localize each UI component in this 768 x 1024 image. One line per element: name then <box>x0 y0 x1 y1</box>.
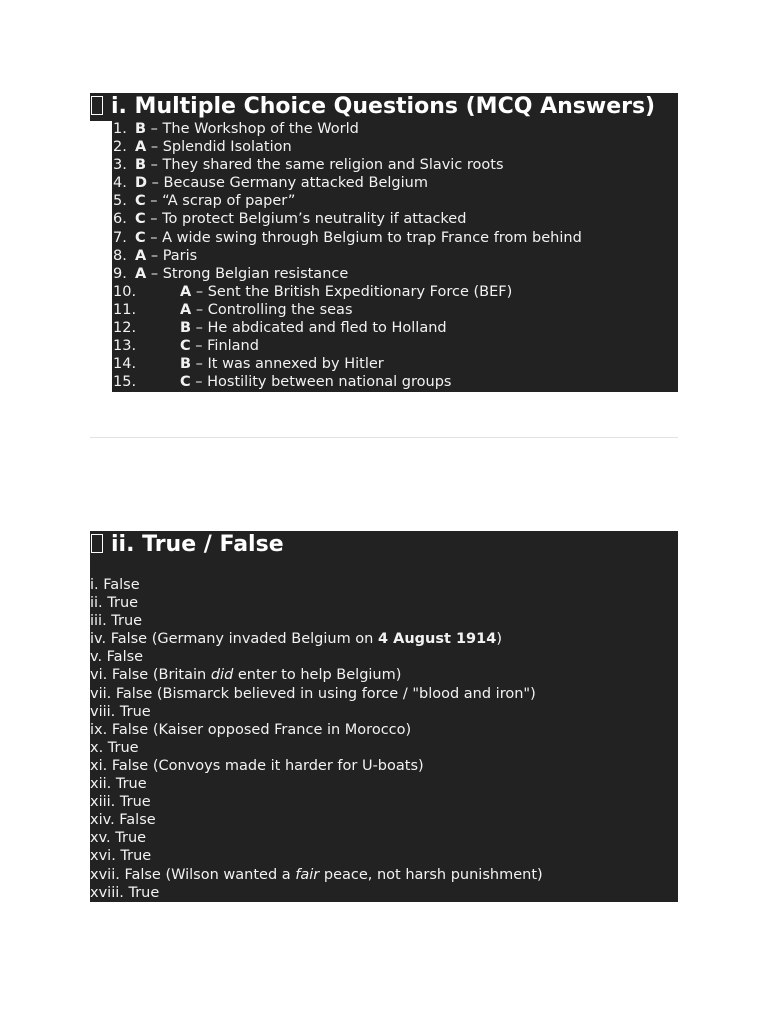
true-false-item <box>90 775 678 793</box>
mcq-item-text: – Hostility between national groups <box>190 374 452 391</box>
answer-text: xiii. True <box>90 794 151 811</box>
mcq-item-text: – The Workshop of the World <box>146 121 359 137</box>
true-false-item <box>90 703 678 721</box>
mcq-item-number: 1. <box>113 121 127 137</box>
mcq-item-number: 4. <box>113 175 127 192</box>
mcq-item-text: – Strong Belgian resistance <box>146 265 349 282</box>
true-false-item <box>90 648 678 666</box>
mcq-item <box>112 174 678 192</box>
italic-text: fair <box>295 866 320 883</box>
mcq-item-letter: B <box>180 356 192 373</box>
answer-text: iv. False (Germany invaded Belgium on <box>90 631 378 648</box>
mcq-item-number: 13. <box>113 338 137 355</box>
mcq-item <box>112 337 678 355</box>
answer-text: peace, not harsh punishment) <box>319 866 543 883</box>
mcq-item-text: – To protect Belgium’s neutrality if attacked <box>145 211 467 228</box>
mcq-item <box>112 265 678 283</box>
mcq-answer-list <box>112 120 678 392</box>
mcq-item-answer <box>135 229 582 247</box>
mcq-item-letter: A <box>135 247 147 264</box>
mcq-item-text: – Finland <box>190 338 259 355</box>
true-false-item <box>90 793 678 811</box>
mcq-item-number: 7. <box>113 229 127 246</box>
answer-text: iii. True <box>90 613 143 630</box>
mcq-item <box>112 301 678 319</box>
answer-text: xvi. True <box>90 848 152 865</box>
answer-text: vi. False (Britain <box>90 667 211 684</box>
section-divider <box>90 437 678 438</box>
italic-text: did <box>210 667 234 684</box>
mcq-item-letter: C <box>135 229 146 246</box>
mcq-item-answer <box>180 337 259 355</box>
bold-text: 4 August 1914 <box>377 631 497 648</box>
mcq-item-text: – He abdicated and fled to Holland <box>191 320 447 337</box>
mcq-item-answer <box>180 319 447 337</box>
true-false-item <box>90 847 678 865</box>
mcq-item-number: 5. <box>113 193 127 210</box>
mcq-item-number: 3. <box>113 157 127 174</box>
answer-text: i. False <box>90 577 140 593</box>
answer-text: viii. True <box>90 703 151 720</box>
mcq-item <box>112 319 678 337</box>
mcq-item-text: – A wide swing through Belgium to trap France from behind <box>145 229 582 246</box>
true-false-item <box>90 612 678 630</box>
answer-text: ii. True <box>90 595 139 612</box>
mcq-item-answer <box>180 301 353 319</box>
answer-text: xv. True <box>90 830 147 847</box>
answer-text: v. False <box>90 649 144 666</box>
mcq-item-letter: B <box>135 157 147 174</box>
true-false-item <box>90 884 678 902</box>
mcq-item-letter: A <box>180 301 192 318</box>
mcq-item-number: 8. <box>113 247 127 264</box>
mcq-item-text: – Controlling the seas <box>191 301 353 318</box>
mcq-item <box>112 138 678 156</box>
mcq-item-letter: C <box>180 374 191 391</box>
mcq-item-text: – Because Germany attacked Belgium <box>147 175 428 192</box>
mcq-item-letter: A <box>135 139 147 156</box>
mcq-item-answer <box>135 265 348 283</box>
missing-glyph-icon <box>91 534 103 553</box>
mcq-item <box>112 373 678 391</box>
answer-text: xiv. False <box>90 812 156 829</box>
true-false-item <box>90 811 678 829</box>
answer-text: xvii. False (Wilson wanted a <box>90 866 296 883</box>
mcq-item-letter: B <box>180 320 192 337</box>
answer-text: vii. False (Bismarck believed in using force / "blood and iron") <box>90 685 536 702</box>
mcq-item-answer <box>135 210 466 228</box>
mcq-item-letter: A <box>135 265 147 282</box>
true-false-item <box>90 594 678 612</box>
mcq-item-answer <box>135 192 295 210</box>
mcq-item-number: 6. <box>113 211 127 228</box>
mcq-item-letter: C <box>135 193 146 210</box>
mcq-item-text: – Splendid Isolation <box>146 139 292 156</box>
answer-text: ) <box>496 631 502 648</box>
section-mcq-title-text: i. Multiple Choice Questions (MCQ Answers) <box>111 94 656 119</box>
mcq-item <box>112 192 678 210</box>
mcq-item-text: – “A scrap of paper” <box>145 193 296 210</box>
answer-text: xii. True <box>90 776 147 793</box>
true-false-item <box>90 739 678 757</box>
mcq-item-letter: B <box>135 121 147 137</box>
answer-text: xi. False (Convoys made it harder for U-boats) <box>90 757 424 774</box>
mcq-item-letter: C <box>180 338 191 355</box>
answer-text: enter to help Belgium) <box>233 667 402 684</box>
section-true-false-title <box>90 531 678 559</box>
mcq-item-number: 15. <box>113 374 137 391</box>
true-false-answer-list <box>90 558 678 902</box>
mcq-item-answer <box>135 247 197 265</box>
answer-text: x. True <box>90 739 139 756</box>
section-true-false-title-text: ii. True / False <box>111 532 284 557</box>
section-mcq-title <box>90 93 678 121</box>
answer-text: ix. False (Kaiser opposed France in Morocco) <box>90 721 412 738</box>
mcq-item-answer <box>135 138 292 156</box>
mcq-item-number: 10. <box>113 283 137 300</box>
mcq-item-text: – They shared the same religion and Slavic roots <box>146 157 504 174</box>
mcq-item <box>112 120 678 138</box>
true-false-item <box>90 866 678 884</box>
true-false-item <box>90 829 678 847</box>
mcq-item <box>112 229 678 247</box>
mcq-item-number: 2. <box>113 139 127 156</box>
mcq-item <box>112 210 678 228</box>
mcq-item-answer <box>180 283 512 301</box>
mcq-item-text: – Sent the British Expeditionary Force (BEF) <box>191 283 513 300</box>
mcq-item-letter: D <box>135 175 148 192</box>
mcq-item-text: – Paris <box>146 247 198 264</box>
mcq-item <box>112 247 678 265</box>
mcq-item-number: 11. <box>113 301 137 318</box>
mcq-item-answer <box>135 120 359 138</box>
mcq-item-text: – It was annexed by Hitler <box>191 356 384 373</box>
mcq-item-letter: A <box>180 283 192 300</box>
mcq-item-letter: C <box>135 211 146 228</box>
true-false-item <box>90 666 678 684</box>
mcq-item-answer <box>180 355 384 373</box>
mcq-item <box>112 156 678 174</box>
mcq-item-answer <box>135 156 504 174</box>
mcq-item-number: 14. <box>113 356 137 373</box>
true-false-item <box>90 630 678 648</box>
mcq-item <box>112 283 678 301</box>
mcq-item-number: 12. <box>113 320 137 337</box>
true-false-item <box>90 685 678 703</box>
true-false-item <box>90 576 678 594</box>
true-false-item <box>90 721 678 739</box>
missing-glyph-icon <box>91 96 103 115</box>
mcq-item-answer <box>180 373 451 391</box>
mcq-item-number: 9. <box>113 265 127 282</box>
true-false-item <box>90 757 678 775</box>
answer-text: xviii. True <box>90 884 160 901</box>
mcq-item <box>112 355 678 373</box>
mcq-item-answer <box>135 174 428 192</box>
